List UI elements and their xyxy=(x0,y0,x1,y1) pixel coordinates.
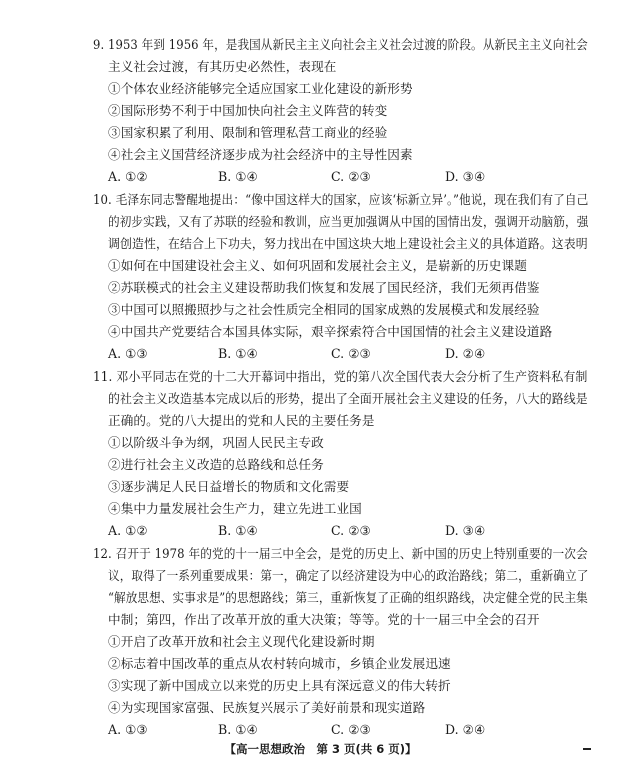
question-11-stem-line-2: 的社会主义改造基本完成以后的形势，提出了全面开展社会主义建设的任务，八大的路线是 xyxy=(108,391,588,406)
question-12-choice-a[interactable]: A. ①③ xyxy=(108,722,148,737)
question-9-choice-b[interactable]: B. ①④ xyxy=(218,169,258,184)
question-11-item-1: ①以阶级斗争为纲，巩固人民民主专政 xyxy=(108,435,324,450)
question-11-item-2: ②进行社会主义改造的总路线和总任务 xyxy=(108,457,324,472)
question-11-choice-c[interactable]: C. ②③ xyxy=(331,523,371,538)
question-9-item-4: ④社会主义国营经济逐步成为社会经济中的主导性因素 xyxy=(108,147,413,162)
question-11-stem-line-1: 11. 邓小平同志在党的十二大开幕词中指出，党的第八次全国代表大会分析了生产资料私有制 xyxy=(93,369,588,384)
question-10-stem-line-2: 的初步实践，又有了苏联的经验和教训，应当更加强调从中国的国情出发，强调开动脑筋，强 xyxy=(108,214,589,229)
question-11-stem-line-3: 正确的。党的八大提出的党和人民的主要任务是 xyxy=(108,413,375,428)
question-10-item-4: ④中国共产党要结合本国具体实际，艰辛探索符合中国国情的社会主义建设道路 xyxy=(108,324,553,339)
question-12-choice-b[interactable]: B. ①④ xyxy=(218,722,258,737)
question-12-item-4: ④为实现国家富强、民族复兴展示了美好前景和现实道路 xyxy=(108,700,426,715)
question-10-item-1: ①如何在中国建设社会主义、如何巩固和发展社会主义，是崭新的历史课题 xyxy=(108,258,527,273)
question-12-choice-d[interactable]: D. ②④ xyxy=(445,722,486,737)
question-10-choice-d[interactable]: D. ②④ xyxy=(445,346,486,361)
page-footer: 【高一思想政治 第 3 页(共 6 页)】 xyxy=(224,742,417,756)
question-9-item-2: ②国际形势不利于中国加快向社会主义阵营的转变 xyxy=(108,103,388,118)
question-12-item-3: ③实现了新中国成立以来党的历史上具有深远意义的伟大转折 xyxy=(108,678,451,693)
question-9-item-1: ①个体农业经济能够完全适应国家工业化建设的新形势 xyxy=(108,81,413,96)
footer-dash-mark xyxy=(583,748,591,750)
question-10-choice-b[interactable]: B. ①④ xyxy=(218,346,258,361)
question-10-choice-c[interactable]: C. ②③ xyxy=(331,346,371,361)
question-12-item-2: ②标志着中国改革的重点从农村转向城市，乡镇企业发展迅速 xyxy=(108,656,451,671)
question-11-choice-b[interactable]: B. ①④ xyxy=(218,523,258,538)
question-9-choice-d[interactable]: D. ③④ xyxy=(445,169,486,184)
question-9-choice-c[interactable]: C. ②③ xyxy=(331,169,371,184)
question-11-choice-d[interactable]: D. ③④ xyxy=(445,523,486,538)
question-10-stem-line-1: 10. 毛泽东同志警醒地提出：“像中国这样大的国家，应该‘标新立异’。”他说，现在我们有了自己 xyxy=(93,192,589,207)
question-9-item-3: ③国家积累了利用、限制和管理私营工商业的经验 xyxy=(108,125,388,140)
question-9-stem-line-1: 9. 1953 年到 1956 年，是我国从新民主主义向社会主义社会过渡的阶段。从新民主主义向社会 xyxy=(93,37,588,52)
question-11-item-3: ③逐步满足人民日益增长的物质和文化需要 xyxy=(108,479,350,494)
question-12-stem-line-4: 中制；第四，作出了改革开放的重大决策；等等。党的十一届三中全会的召开 xyxy=(108,612,540,627)
question-10-stem-line-3: 调创造性，在结合上下功夫，努力找出在中国这块大地上建设社会主义的具体道路。这表明 xyxy=(108,236,588,251)
question-12-stem-line-2: 议，取得了一系列重要成果：第一，确定了以经济建设为中心的政治路线；第二，重新确立了 xyxy=(108,568,589,583)
question-10-item-2: ②苏联模式的社会主义建设帮助我们恢复和发展了国民经济，我们无须再借鉴 xyxy=(108,280,540,295)
question-10-choice-a[interactable]: A. ①③ xyxy=(108,346,148,361)
question-11-choice-a[interactable]: A. ①② xyxy=(108,523,148,538)
question-12-choice-c[interactable]: C. ②③ xyxy=(331,722,371,737)
question-12-stem-line-3: “解放思想、实事求是”的思想路线；第三，重新恢复了正确的组织路线，决定健全党的民主集 xyxy=(108,590,588,605)
question-9-choice-a[interactable]: A. ①② xyxy=(108,169,148,184)
question-9-stem-line-2: 主义社会过渡，有其历史必然性，表现在 xyxy=(108,59,337,74)
question-10-item-3: ③中国可以照搬照抄与之社会性质完全相同的国家成熟的发展模式和发展经验 xyxy=(108,302,540,317)
question-11-item-4: ④集中力量发展社会生产力，建立先进工业国 xyxy=(108,501,362,516)
question-12-item-1: ①开启了改革开放和社会主义现代化建设新时期 xyxy=(108,634,375,649)
question-12-stem-line-1: 12. 召开于 1978 年的党的十一届三中全会，是党的历史上、新中国的历史上特别重要的一次会 xyxy=(93,546,588,561)
